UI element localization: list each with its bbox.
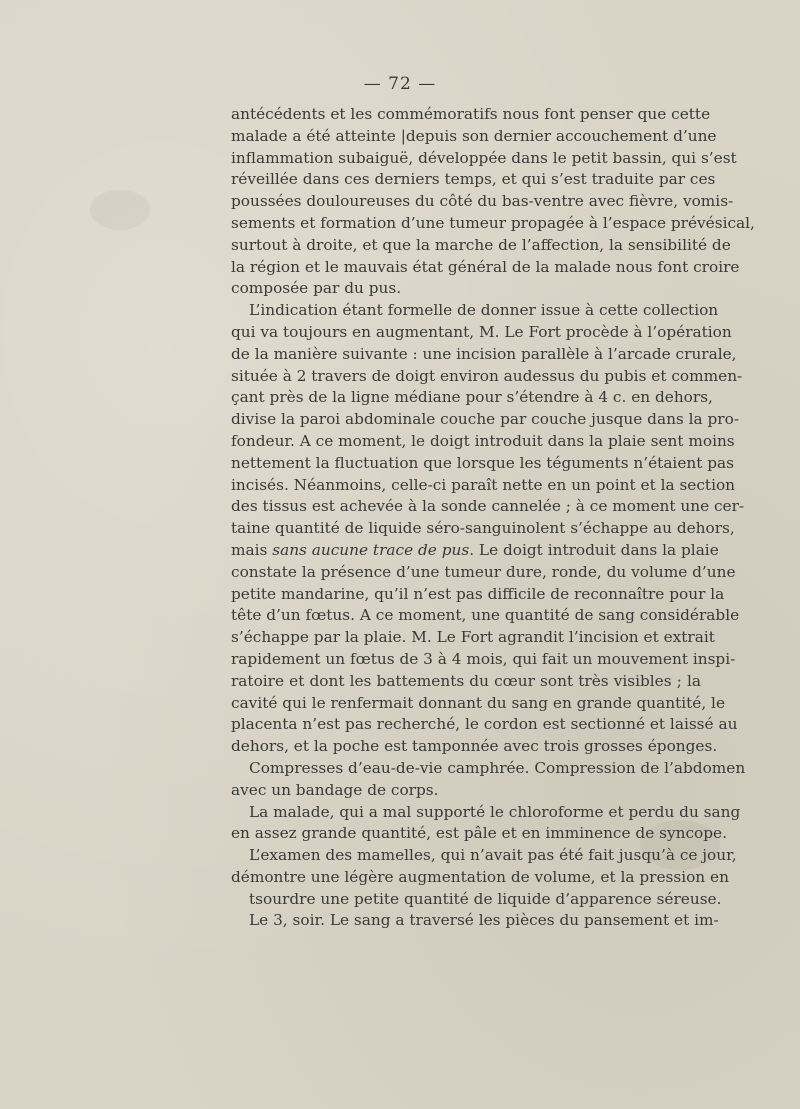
text-line: dehors, et la poche est tamponnée avec trois grosses éponges. bbox=[231, 737, 718, 756]
text-line: rapidement un fœtus de 3 à 4 mois, qui fait un mouvement inspi- bbox=[231, 649, 736, 668]
text-line: cavité qui le renfermait donnant du sang en grande quantité, le bbox=[231, 693, 726, 712]
text-line: fondeur. A ce moment, le doigt introduit dans la plaie sent moins bbox=[231, 431, 735, 450]
text-line: réveillée dans ces derniers temps, et qui s’est traduite par ces bbox=[231, 170, 716, 189]
text-line: Compresses d’eau-de-vie camphrée. Compression de l’abdomen bbox=[249, 758, 746, 777]
paper-stain bbox=[90, 190, 150, 230]
text-line: de la manière suivante : une incision parallèle à l’arcade crurale, bbox=[231, 344, 737, 363]
text-line: des tissus est achevée à la sonde cannelée ; à ce moment une cer- bbox=[231, 497, 745, 516]
text-line: sements et formation d’une tumeur propagée à l’espace prévésical, bbox=[231, 213, 755, 232]
text-line: qui va toujours en augmentant, M. Le Fort procède à l’opération bbox=[231, 322, 732, 341]
text-line: La malade, qui a mal supporté le chloroforme et perdu du sang bbox=[249, 802, 741, 821]
text-line: avec un bandage de corps. bbox=[231, 780, 439, 799]
body-text bbox=[231, 104, 755, 932]
text-line: antécédents et les commémoratifs nous font penser que cette bbox=[231, 105, 711, 123]
text-line: ratoire et dont les battements du cœur sont très visibles ; la bbox=[231, 671, 701, 690]
text-segment: mais bbox=[231, 540, 273, 559]
text-line: L’examen des mamelles, qui n’avait pas été fait jusqu’à ce jour, bbox=[249, 846, 737, 865]
text-line: tête d’un fœtus. A ce moment, une quantité de sang considérable bbox=[231, 606, 740, 625]
text-segment: . Le doigt introduit dans la plaie bbox=[469, 540, 719, 559]
text-line: la région et le mauvais état général de la malade nous font croire bbox=[231, 257, 740, 276]
text-line: poussées douloureuses du côté du bas-ventre avec fièvre, vomis- bbox=[231, 192, 734, 211]
text-line: constate la présence d’une tumeur dure, ronde, du volume d’une bbox=[231, 562, 736, 581]
text-line: située à 2 travers de doigt environ audessus du pubis et commen- bbox=[231, 366, 743, 385]
text-line: çant près de la ligne médiane pour s’étendre à 4 c. en dehors, bbox=[231, 388, 713, 407]
page-number: — 72 — bbox=[363, 74, 437, 94]
text-line: Le 3, soir. Le sang a traversé les pièces du pansement et im- bbox=[249, 911, 719, 930]
text-line: surtout à droite, et que la marche de l’affection, la sensibilité de bbox=[231, 235, 731, 254]
text-line: tsourdre une petite quantité de liquide d’apparence séreuse. bbox=[249, 889, 722, 908]
text-line: placenta n’est pas recherché, le cordon est sectionné et laissé au bbox=[231, 715, 738, 734]
text-line: incisés. Néanmoins, celle-ci paraît nette en un point et la section bbox=[231, 475, 736, 494]
text-line: composée par du pus. bbox=[231, 279, 402, 298]
text-line: L’indication étant formelle de donner issue à cette collection bbox=[249, 301, 719, 320]
text-line: petite mandarine, qu’il n’est pas difficile de reconnaître pour la bbox=[231, 584, 725, 603]
text-line: malade a été atteinte |depuis son dernier accouchement d’une bbox=[231, 126, 717, 145]
text-line: inflammation subaiguë, développée dans le petit bassin, qui s’est bbox=[231, 148, 737, 167]
text-line-mixed bbox=[231, 540, 719, 562]
text-line: s’échappe par la plaie. M. Le Fort agrandit l’incision et extrait bbox=[231, 628, 715, 647]
text-line: nettement la fluctuation que lorsque les téguments n’étaient pas bbox=[231, 453, 735, 472]
text-line: démontre une légère augmentation de volume, et la pression en bbox=[231, 867, 729, 886]
text-line: en assez grande quantité, est pâle et en imminence de syncope. bbox=[231, 824, 727, 843]
italic-phrase: sans aucune trace de pus bbox=[272, 540, 470, 559]
text-line: divise la paroi abdominale couche par couche jusque dans la pro- bbox=[231, 410, 739, 429]
text-line: taine quantité de liquide séro-sanguinolent s’échappe au dehors, bbox=[231, 519, 735, 538]
